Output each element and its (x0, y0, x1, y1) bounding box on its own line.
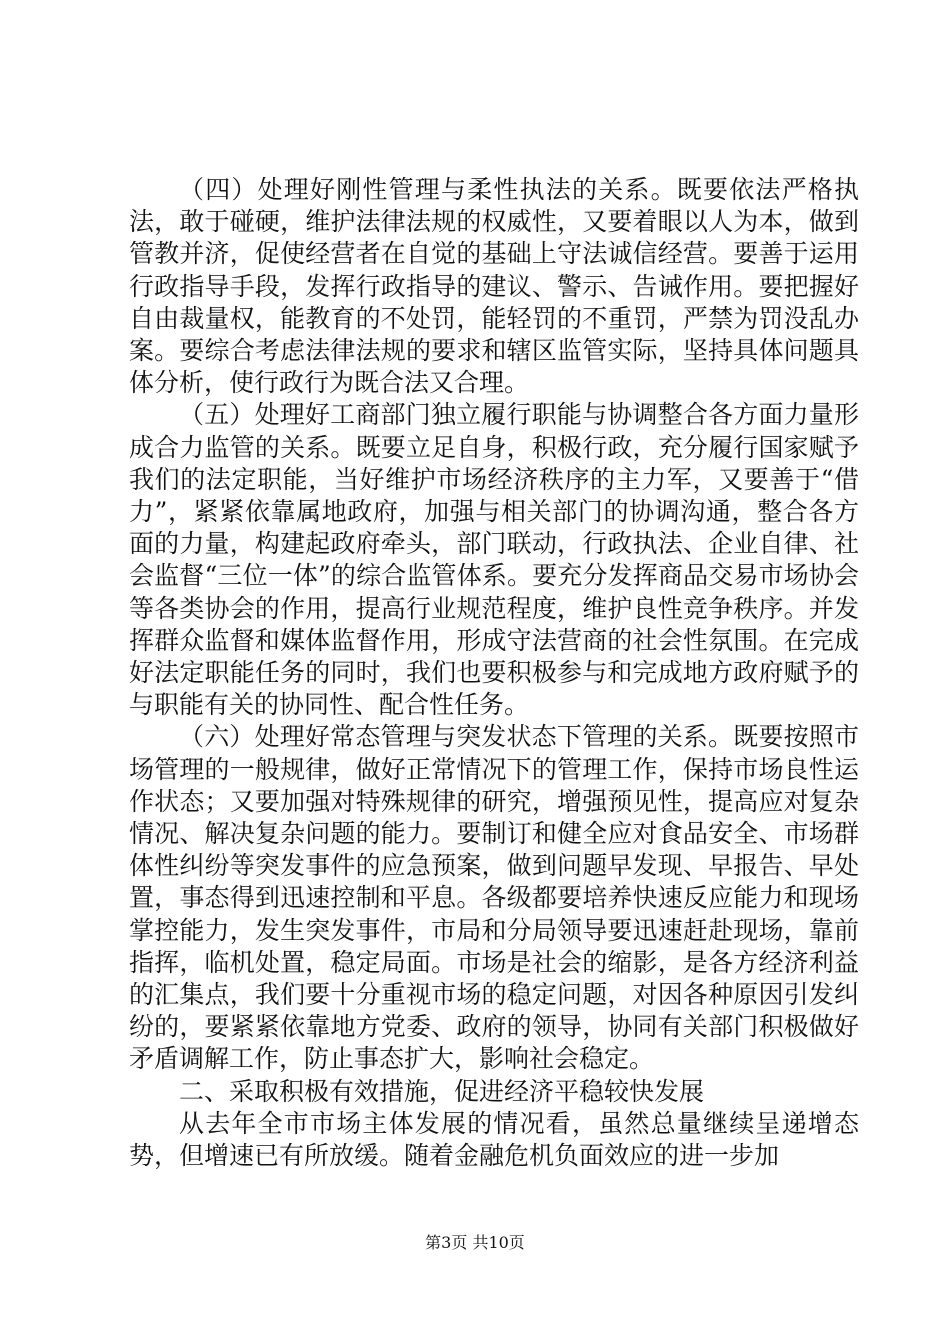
paragraph-market-development: 从去年全市市场主体发展的情况看，虽然总量继续呈递增态势，但增速已有所放缓。随着金融危机负面效应的进一步加 (129, 1108, 859, 1171)
paragraph-section-4: （四）处理好刚性管理与柔性执法的关系。既要依法严格执法，敢于碰硬，维护法律法规的权威性，又要着眼以人为本，做到管教并济，促使经营者在自觉的基础上守法诚信经营。要善于运用行政指导手段，发挥行政指导的建议、警示、告诫作用。要把握好自由裁量权，能教育的不处罚，能轻罚的不重罚，严禁为罚没乱办案。要综合考虑法律法规的要求和辖区监管实际，坚持具体问题具体分析，使行政行为既合法又合理。 (129, 175, 859, 398)
paragraph-section-5: （五）处理好工商部门独立履行职能与协调整合各方面力量形成合力监管的关系。既要立足自身，积极行政，充分履行国家赋予我们的法定职能，当好维护市场经济秩序的主力军，又要善于“借力”，紧紧依靠属地政府，加强与相关部门的协调沟通，整合各方面的力量，构建起政府牵头，部门联动，行政执法、企业自律、社会监督“三位一体”的综合监管体系。要充分发挥商品交易市场协会等各类协会的作用，提高行业规范程度，维护良性竞争秩序。并发挥群众监督和媒体监督作用，形成守法营商的社会性氛围。在完成好法定职能任务的同时，我们也要积极参与和完成地方政府赋予的与职能有关的协同性、配合性任务。 (129, 400, 859, 720)
document-body (129, 174, 859, 1172)
paragraph-section-6: （六）处理好常态管理与突发状态下管理的关系。既要按照市场管理的一般规律，做好正常情况下的管理工作，保持市场良性运作状态；又要加强对特殊规律的研究，增强预见性，提高应对复杂情况、解决复杂问题的能力。要制订和健全应对食品安全、市场群体性纠纷等突发事件的应急预案，做到问题早发现、早报告、早处置，事态得到迅速控制和平息。各级都要培养快速反应能力和现场掌控能力，发生突发事件，市局和分局领导要迅速赶赴现场，靠前指挥，临机处置，稳定局面。市场是社会的缩影，是各方经济利益的汇集点，我们要十分重视市场的稳定问题，对因各种原因引发纠纷的，要紧紧依靠地方党委、政府的领导，协同有关部门积极做好矛盾调解工作，防止事态扩大，影响社会稳定。 (129, 722, 859, 1074)
page-footer: 第3页 共10页 (425, 1233, 525, 1252)
section-heading-2: 二、采取积极有效措施，促进经济平稳较快发展 (179, 1076, 705, 1106)
